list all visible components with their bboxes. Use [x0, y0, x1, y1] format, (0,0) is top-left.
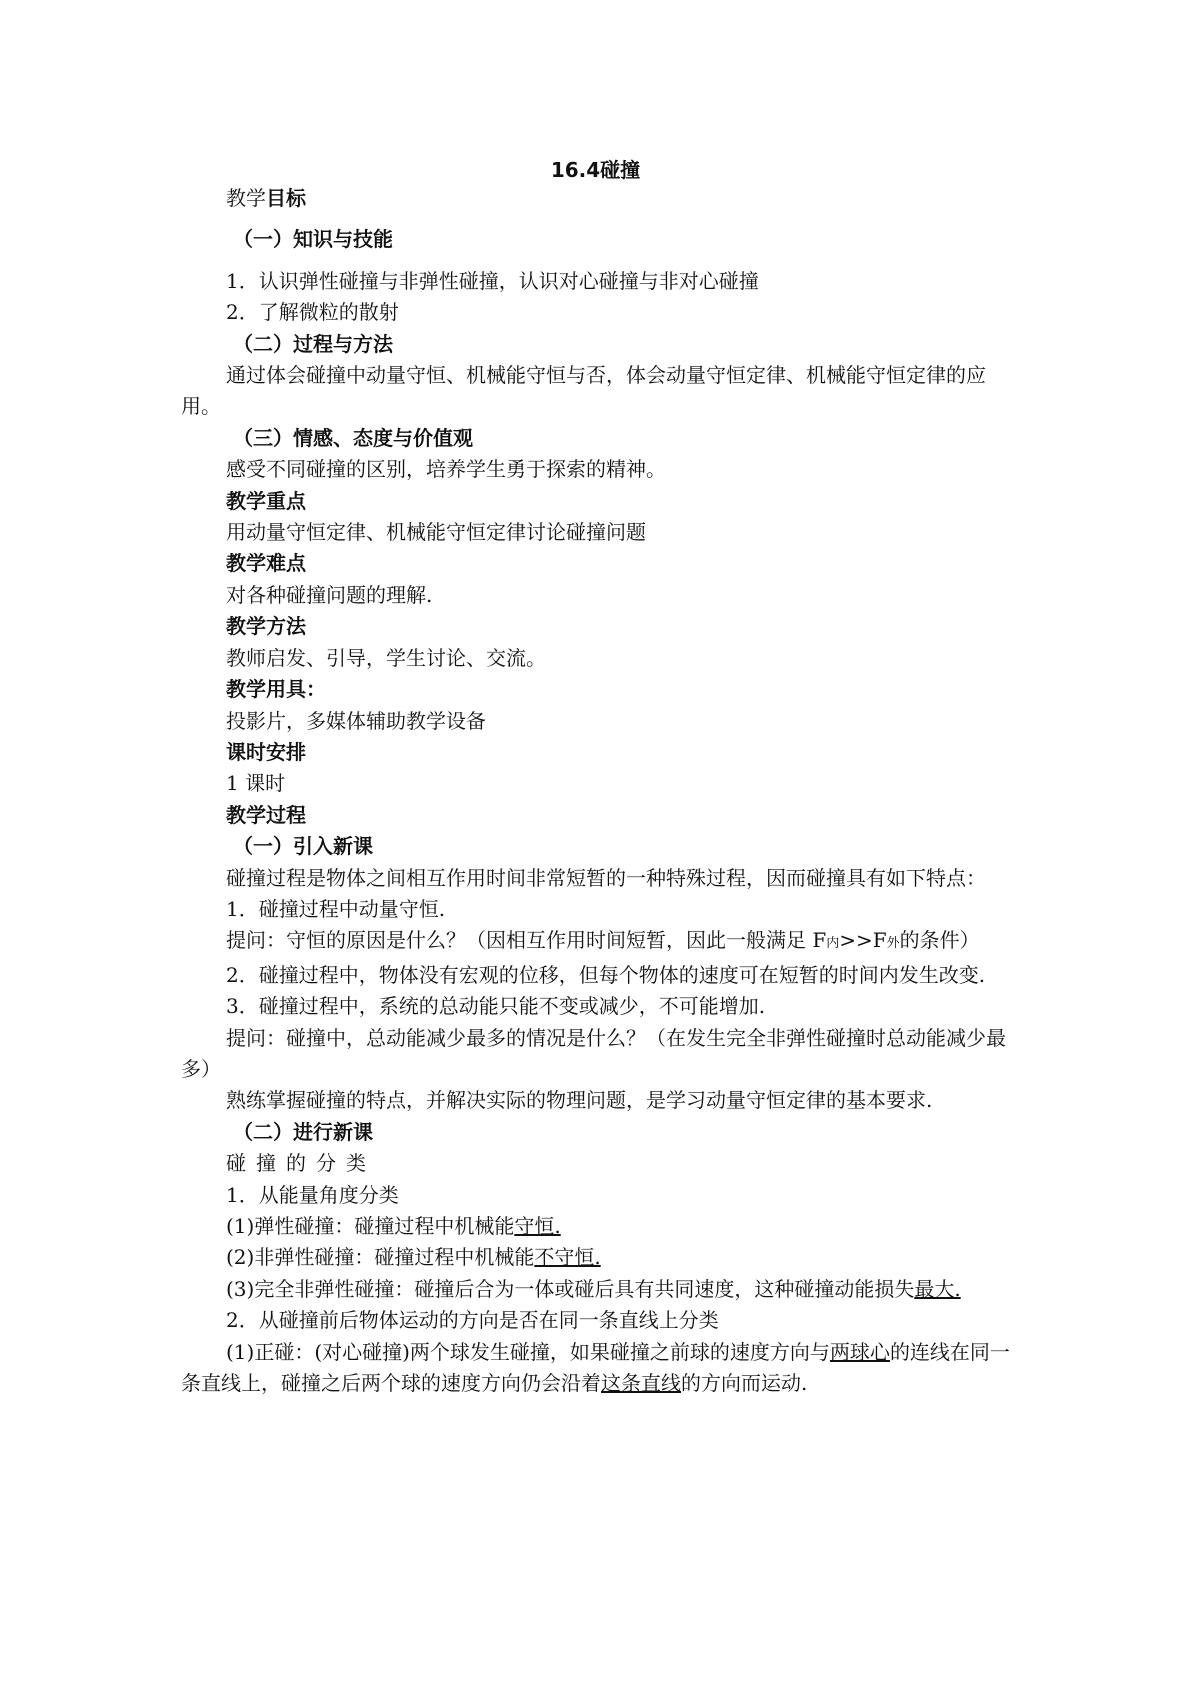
method-text: 教师启发、引导，学生讨论、交流。 [226, 645, 546, 670]
new-lesson-heading: （二）进行新课 [233, 1119, 373, 1144]
classification-heading: 碰撞的分类 [226, 1151, 376, 1176]
knowledge-skills-heading: （一）知识与技能 [233, 227, 393, 252]
classification-2: 2．从碰撞前后物体运动的方向是否在同一条直线上分类 [226, 1308, 719, 1333]
feature-point-2: 2．碰撞过程中，物体没有宏观的位移，但每个物体的速度可在短暂的时间内发生改变. [226, 962, 986, 987]
tools-text: 投影片，多媒体辅助教学设备 [226, 708, 486, 733]
attitude-text: 感受不同碰撞的区别，培养学生勇于探索的精神。 [226, 457, 666, 482]
goal-item-2: 2．了解微粒的散射 [226, 300, 399, 325]
central-collision: (1)正碰：(对心碰撞)两个球发生碰撞，如果碰撞之前球的速度方向与两球心的连线在同一条直线上，碰撞之后两个球的速度方向仍会沿着这条直线的方向而运动. [181, 1339, 1010, 1396]
schedule-text: 1 课时 [226, 771, 286, 796]
process-method-text: 通过体会碰撞中动量守恒、机械能守恒与否，体会动量守恒定律、机械能守恒定律的应用。 [181, 363, 986, 419]
difficulty-text: 对各种碰撞问题的理解. [226, 582, 433, 607]
inelastic-collision: (2)非弹性碰撞：碰撞过程中机械能不守恒. [226, 1245, 601, 1270]
document-body [181, 183, 1011, 1399]
method-heading: 教学方法 [226, 614, 306, 639]
elastic-collision: (1)弹性碰撞：碰撞过程中机械能守恒. [226, 1214, 561, 1238]
feature-point-3: 3．碰撞过程中，系统的总动能只能不变或减少，不可能增加. [226, 994, 766, 1019]
key-points-heading: 教学重点 [226, 488, 306, 513]
attitude-heading: （三）情感、态度与价值观 [233, 425, 473, 450]
classification-1: 1．从能量角度分类 [226, 1182, 399, 1207]
goals-heading: 教学目标 [226, 186, 306, 210]
difficulty-heading: 教学难点 [226, 551, 306, 576]
perfectly-inelastic-collision: (3)完全非弹性碰撞：碰撞后合为一体或碰后具有共同速度，这种碰撞动能损失最大. [226, 1276, 961, 1301]
key-points-text: 用动量守恒定律、机械能守恒定律讨论碰撞问题 [226, 520, 646, 545]
goal-item-1: 1．认识弹性碰撞与非弹性碰撞，认识对心碰撞与非对心碰撞 [226, 268, 759, 293]
process-method-heading: （二）过程与方法 [233, 331, 393, 356]
intro-text: 碰撞过程是物体之间相互作用时间非常短暂的一种特殊过程，因而碰撞具有如下特点： [226, 865, 986, 890]
feature-point-1: 1．碰撞过程中动量守恒. [226, 896, 446, 921]
question-2: 提问：碰撞中，总动能减少最多的情况是什么？（在发生完全非弹性碰撞时总动能减少最多） [181, 1025, 1006, 1081]
process-heading: 教学过程 [226, 802, 306, 827]
intro-heading: （一）引入新课 [233, 834, 373, 859]
question-1: 提问：守恒的原因是什么？（因相互作用时间短暂，因此一般满足 F内>>F外的条件） [226, 928, 980, 953]
schedule-heading: 课时安排 [226, 739, 306, 764]
page-title: 16.4碰撞 [550, 158, 641, 182]
tools-heading: 教学用具： [226, 677, 326, 702]
summary-text: 熟练掌握碰撞的特点，并解决实际的物理问题，是学习动量守恒定律的基本要求. [226, 1088, 933, 1113]
